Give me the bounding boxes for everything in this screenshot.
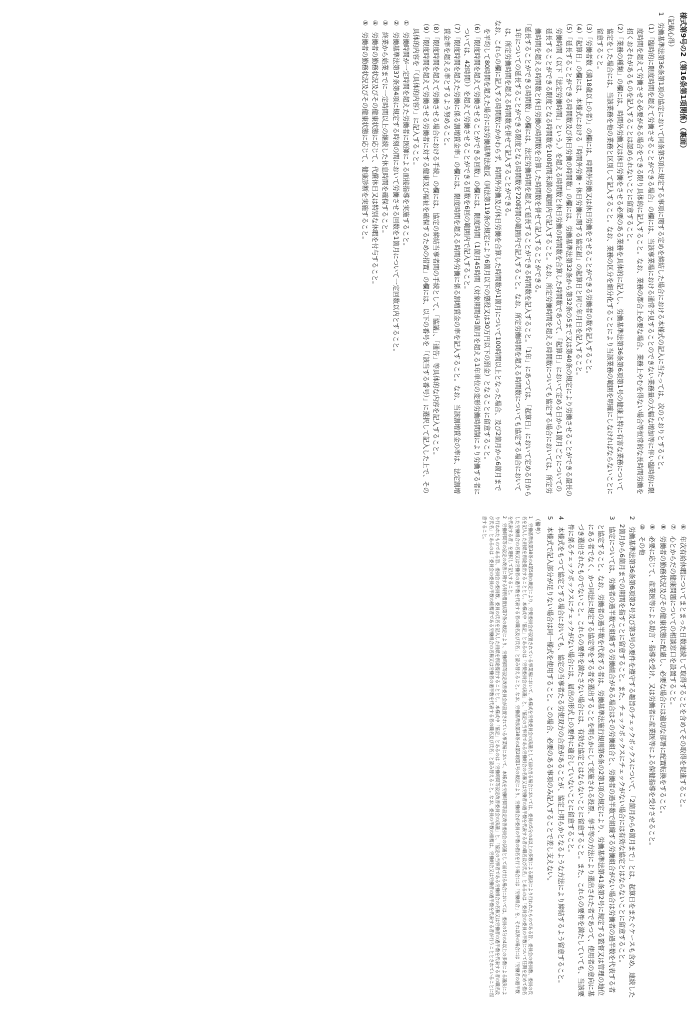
instruction-item-1: 1 労働基準法第36条第1項の協定において同条第5項に規定する事項に関する定めを締結した場合における本様式の記入に当たっては、次のとおりとすること。	[656, 12, 665, 474]
instruction-item-7: 「延長することができる時間数」の欄には、法定労働時間を超えて延長することができる時間数を記入すること。「1年」にあつては、「起算日」において定める日から1年についての延長することができる限度となる時間数を720時間の範囲内で記入すること。なお、所定労働時間を超える時間数についても協定する場合においては、所定労働時間を超える時間数を併せて記入することができる。	[503, 20, 533, 497]
instruction-item-right-0: ⑥ 年次有給休暇についてまとまった日数連続して取得することを含めてその取得を促進すること。	[679, 524, 687, 811]
instruction-item-14: ② 労働基準法第37条第4項に規定する時刻の間において労働させる回数を1箇月について一定回数以内とすること。	[391, 20, 400, 356]
instruction-item-16: ④ 労働者の勤務状況及びその健康状態に応じて、代償休日又は特別な休暇を付与すること。	[371, 20, 380, 288]
form-header: 様式第9号の2（第16条第1項関係）（裏面）	[679, 12, 687, 152]
instruction-item-13: ① 労働時間が一定時間を超えた労働者に医師による面接指導を実施すること。	[401, 20, 410, 250]
left-column	[0, 8, 698, 503]
instruction-item-15: ③ 終業から始業までに一定時間以上の継続した休息時間を確保すること。	[381, 20, 390, 237]
instruction-item-12: （9）「限度時間を超えて労働させる労働者に対する健康及び福祉を確保するための措置」の欄には、以下の番号を「（該当する番号）」に選択して記入した上で、その具体的内容を「（具体的内容）」に記入すること。	[411, 20, 431, 494]
instruction-item-11: （8）「限度時間を超えて労働させる場合における手続」の欄には、協定の締結当事者間の手続として、「協議」、「通告」等具体的な内容を記入すること。	[432, 20, 441, 459]
instruction-item-2: （1）「臨時的に限度時間を超えて労働させることができる場合」の欄には、当該事業場における通常予見することのできない業務量の大幅な増加等に伴い臨時的に限度時間を超えて労働させる必要がある場合をできる限り具体的に記入すること。なお、業務の都合上必要な場合、業務上やむを得ない場合等恒常的な長時間労働を招くおそれがあるものを記入することは認められないことに留意すること。	[626, 20, 655, 495]
instruction-item-9: （6）「限度時間を超えて労働させることができる回数」の欄には、限度時間（1箇月45時間（対象期間が3箇月を超える1年単位の変形労働時間制により労働する者については、42時間））を超えて労働させることができる回数を6回の範囲内で記入すること。	[462, 20, 482, 495]
instruction-item-5: （4）「起算日」の欄には、本様式における「時間外労働・休日労働に関する協定届」の起算日と同じ年月日を記入すること。	[575, 20, 584, 379]
notes-title: （備考）	[534, 516, 541, 537]
instruction-item-6: （5）「延長することができる時間数及び休日労働の時間数」の欄には、労働基準法第32条から第32条の5まで又は第40条の規定により労働させることができる最長の労働時間（以下「法定労働時間」という。）を超える時間数と休日労働の時間数を合算した時間数であつて、「起算日」において定める日から1箇月ごとについての延長することができる限度となる時間数を100時間未満の範囲内で記入すること。なお、所定労働時間を超える時間数についても協定する場合においては、所定労働時間を超える時間数と休日労働の時間数を合算した時間数を併せて記入することができる。	[534, 20, 573, 497]
instructions-list-continued	[545, 516, 688, 998]
instruction-item-right-3: ⑨ 必要に応じて、産業医等による助言・指導を受け、又は労働者に産業医等による保健指導を受けさせること。	[648, 524, 657, 849]
note-item-1: 2 労働時間等の設定の改善に関する特別措置法第7条の規定により、労働時間等設定改善委員会が設置されている事業場において、本様式を労働時間等設定改善委員会の決議として届け出る場合においては、委員の5分の4以上の多数による議決により行われたものである旨、委員会の委員数、委員の氏名を記入した用紙を別途提出することとし、本様式中「協定」とあるのは「労働時間等設定改善委員会の決議」と、「協定の当事者である労働組合の名称又は労働者の過半数を代表する者の職名及び氏名」とあるのは「委員会の委員の半数の推薦者である労働組合の名称又は労働者の過半数を代表する者の職名及び氏名」と読み替えること。なお、委員の半数の推薦は、労働組合又は労働者の過半数を代表する者が行うこととされていることに留意すること。	[481, 516, 506, 998]
instruction-item-right-4: ⑩ その他	[638, 524, 647, 556]
instruction-item-right-6: 3 協定については、労働者の過半数で組織する労働組合がある場合はその労働組合と、労働者の過半数で組織する労働組合がない場合は労働者の過半数を代表する者と協定すること。なお、労働者の過半数を代表する者は、労働基準法施行規則第6条の2第1項の規定により、労働基準法第41条第2号に規定する監督又は管理の地位にある者でなく、かつ同法に規定する協定等をする者を選出することを明らかにして実施される投票、挙手等の方法により選出された者であつて、使用者の意向に基づき選出されたものでないこと。これらの要件を満たさない場合には、有効な協定とはならないことに留意すること。また、これらの要件を満たしていても、当該要件に係るチェックボックスにチェックがない場合には、届出の形式上の要件に適合していないことに留意すること。	[566, 516, 616, 997]
instruction-item-10: （7）「限度時間を超えた労働に係る割増賃金率」の欄には、限度時間を超える時間外労働に係る割増賃金の率を記入すること。なお、当該割増賃金の率は、法定割増賃金率を超える率とするよう努めること。	[442, 20, 461, 494]
instruction-item-8: なお、これらの欄に記入する時間数にかかわらず、時間外労働及び休日労働を合算した時間数が1箇月について100時間以上となった場合、及び2箇月から6箇月までを平均して80時間を超えた場合には労働基準法違反（同法第119条の規定により6箇月以下の懲役又は30万円以下の罰金）となることに留意すること。	[483, 20, 502, 492]
instructions-list	[360, 12, 676, 497]
instruction-item-right-2: ⑧ 労働者の勤務状況及びその健康状態に配慮し、必要な場合には適切な部署に配置転換をすること。	[658, 524, 667, 818]
note-item-0: 1 労働基準法第38条の4第5項の規定により、労使委員会が設置されている事業場において、本様式を労使委員会の決議として届け出る場合においては、委員の5分の4以上の多数による議決により行われたものである旨、委員会の委員数、委員の氏名を記入した用紙を別途提出することとし、本様式中「協定」とあるのは「労使委員会の決議」と、「協定の当事者である労働組合の名称又は労働者の過半数を代表する者の職名及び氏名」とあるのは「委員会の委員の半数について任期を定めて指名した労働組合の名称又は労働者の過半数を代表する者の職名及び氏名」と読み替えること。なお、労働基準法第38条の4第2項第1号の規定により、労働組合が委員の半数の指名を行う場合には「労働組合」を、それ以外の場合には「労働者の過半数を代表する者」を選択して記入すること。	[507, 516, 533, 996]
right-column	[0, 512, 698, 1004]
instruction-item-0: （記載心得）	[667, 12, 675, 51]
notes-list	[479, 516, 532, 998]
instruction-item-17: ⑤ 労働者の勤務状況及びその健康状態に応じて、健康診断を実施すること。	[360, 20, 369, 243]
instruction-item-4: （3）「労働者数（満18歳以上の者）」の欄には、時間外労働又は休日労働をさせることができる労働者の数を記入すること。	[585, 20, 594, 378]
instruction-item-right-7: 4 本様式をもつて協定とする場合においても、協定の当事者たる労使双方の合意があることが、協定上明らかとなるような方法により締結するよう留意すること。	[556, 516, 565, 987]
instruction-item-right-8: 5 本様式で記入部分が足りない場合は同一様式を使用すること。この場合、必要のある事項のみ記入することで差し支えない。	[546, 516, 555, 885]
instruction-item-3: （2）「業務の種類」の欄には、時間外労働又は休日労働をさせる必要のある業務を具体的に記入し、労働基準法第36条第6項第1号の健康上特に有害な業務について協定をした場合には、当該業務を他の業務と区別して記入すること。なお、業務の区分を細分化することにより当該業務の範囲を明確にしなければならないことに留意すること。	[595, 20, 624, 495]
instruction-item-right-1: ⑦ 心とからだの健康問題についての相談窓口を設置すること。	[668, 524, 677, 709]
instruction-item-right-5: 2 労働基準法第36条第6項第2号及び第3号の要件を遵守する趣旨のチェックボックスについて、「2箇月から6箇月まで」とは、起算日をまたぐケースも含め、連続した2箇月から6箇月までの期間を指すことに留意すること。また、チェックボックスにチェックがない場合には有効な協定とはならないことに留意すること。	[617, 516, 636, 998]
